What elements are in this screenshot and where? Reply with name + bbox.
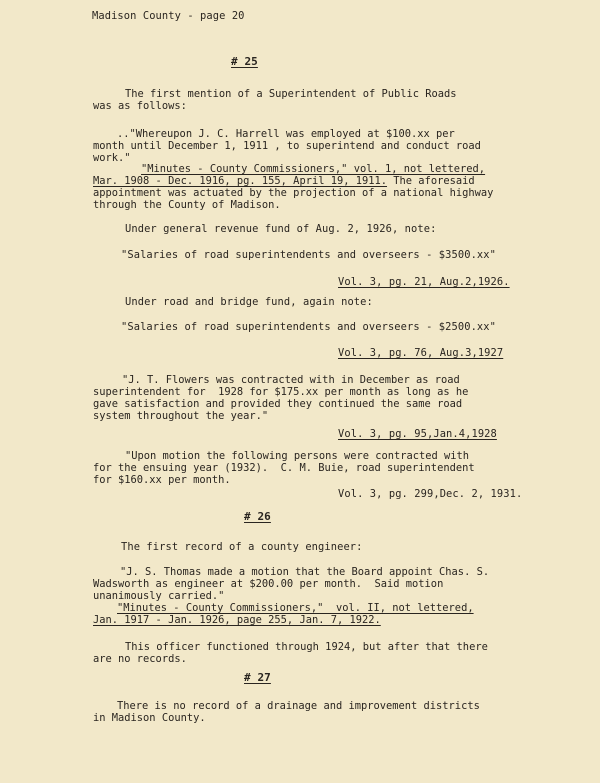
citation-vol3-pg21: Vol. 3, pg. 21, Aug.2,1926. bbox=[338, 276, 510, 288]
section-number-26: # 26 bbox=[244, 510, 271, 523]
text-line: "J. S. Thomas made a motion that the Board appoint Chas. S. bbox=[120, 566, 490, 578]
section-25-intro bbox=[93, 88, 457, 112]
text-line: system throughout the year." bbox=[93, 410, 269, 422]
section-number-27: # 27 bbox=[244, 671, 271, 684]
page-header: Madison County - page 20 bbox=[92, 10, 245, 22]
text-line: Jan. 1917 - Jan. 1926, page 255, Jan. 7, 1922. bbox=[93, 614, 381, 626]
citation-vol3-pg76: Vol. 3, pg. 76, Aug.3,1927 bbox=[338, 347, 504, 359]
text-fragment: The aforesaid bbox=[387, 175, 475, 187]
quote-harrell bbox=[93, 128, 481, 164]
text-line: superintendent for 1928 for $175.xx per month as long as he bbox=[93, 386, 469, 398]
road-bridge-note: Under road and bridge fund, again note: bbox=[125, 296, 373, 308]
text-line: Wadsworth as engineer at $200.00 per month. Said motion bbox=[93, 578, 444, 590]
text-line: work." bbox=[93, 152, 131, 164]
text-line: "Minutes - County Commissioners," vol. 1, not lettered, bbox=[141, 163, 486, 175]
text-line: was as follows: bbox=[93, 100, 187, 112]
text-line bbox=[93, 175, 485, 187]
quote-thomas bbox=[93, 566, 489, 602]
citation-minutes-vol2 bbox=[93, 602, 474, 626]
note-national-highway bbox=[93, 187, 493, 211]
citation-date-range: Mar. 1908 - Dec. 1916, pg. 155, April 19, 1911. bbox=[93, 175, 388, 187]
text-line: unanimously carried." bbox=[93, 590, 225, 602]
quote-salaries-3500: "Salaries of road superintendents and overseers - $3500.xx" bbox=[121, 249, 496, 261]
general-revenue-note: Under general revenue fund of Aug. 2, 1926, note: bbox=[125, 223, 437, 235]
citation-vol3-pg95: Vol. 3, pg. 95,Jan.4,1928 bbox=[338, 428, 497, 440]
text-line: The first mention of a Superintendent of Public Roads bbox=[125, 88, 457, 100]
quote-buie bbox=[93, 450, 475, 486]
text-line: gave satisfaction and provided they continued the same road bbox=[93, 398, 463, 410]
note-officer-functioned bbox=[93, 641, 488, 665]
text-line: This officer functioned through 1924, but after that there bbox=[125, 641, 488, 653]
text-line: for $160.xx per month. bbox=[93, 474, 231, 486]
section-number-25: # 25 bbox=[231, 55, 258, 68]
text-line: There is no record of a drainage and improvement districts bbox=[117, 700, 480, 712]
text-line: are no records. bbox=[93, 653, 187, 665]
section-27-text bbox=[93, 700, 480, 724]
text-line: month until December 1, 1911 , to superintend and conduct road bbox=[93, 140, 481, 152]
section-26-intro: The first record of a county engineer: bbox=[121, 541, 363, 553]
text-line: .."Whereupon J. C. Harrell was employed at $100.xx per bbox=[117, 128, 455, 140]
text-line: "J. T. Flowers was contracted with in December as road bbox=[122, 374, 460, 386]
quote-salaries-2500: "Salaries of road superintendents and overseers - $2500.xx" bbox=[121, 321, 496, 333]
citation-vol3-pg299: Vol. 3, pg. 299,Dec. 2, 1931. bbox=[338, 488, 523, 500]
citation-minutes-vol1 bbox=[93, 163, 485, 187]
text-line: for the ensuing year (1932). C. M. Buie, road superintendent bbox=[93, 462, 475, 474]
text-line: appointment was actuated by the projection of a national highway bbox=[93, 187, 494, 199]
text-line: in Madison County. bbox=[93, 712, 206, 724]
text-line: "Minutes - County Commissioners," vol. II, not lettered, bbox=[117, 602, 474, 614]
text-line: through the County of Madison. bbox=[93, 199, 281, 211]
text-line: "Upon motion the following persons were contracted with bbox=[125, 450, 470, 462]
quote-flowers bbox=[93, 374, 468, 422]
